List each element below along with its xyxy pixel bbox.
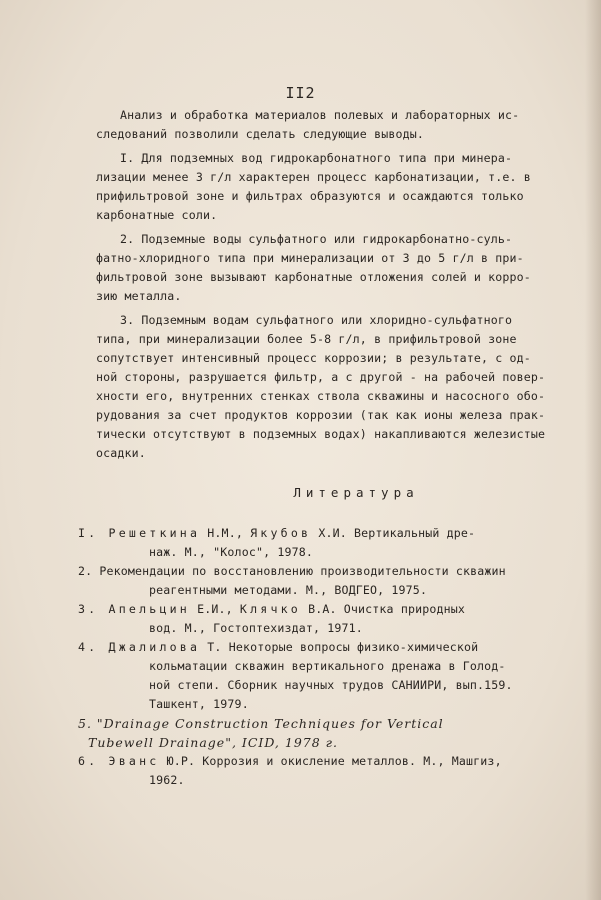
reference-line: Ташкент, 1979. — [149, 697, 249, 711]
text-line: 3. Подземным водам сульфатного или хлоридно-сульфатного — [120, 313, 513, 327]
conclusion-3 — [96, 311, 576, 463]
reference-author: 4. Джалилова — [78, 640, 201, 654]
document-body — [78, 106, 576, 790]
conclusion-2 — [96, 230, 576, 306]
intro-paragraph — [96, 106, 576, 144]
reference-text: Т. Некоторые вопросы физико-химической — [200, 640, 479, 654]
text-line: рудования за счет продуктов коррозии (так как ионы железа прак- — [96, 408, 546, 422]
text-line: хности его, внутренних стенках ствола скважины и насосного обо- — [96, 389, 546, 403]
reference-line: ной степи. Сборник научных трудов САНИИРИ, вып.159. — [149, 678, 513, 692]
text-line: фильтровой зоне вызывают карбонатные отложения солей и корро- — [96, 270, 531, 284]
reference-line: наж. М., "Колос", 1978. — [149, 545, 313, 559]
reference-item — [78, 524, 576, 562]
text-line: сопутствует интенсивный процесс коррозии; в результате, с од- — [96, 351, 531, 365]
reference-line: 1962. — [149, 773, 185, 787]
text-line: прифильтровой зоне и фильтрах образуются и осаждаются только — [96, 189, 524, 203]
reference-author: I. Решеткина — [78, 526, 201, 540]
reference-line: 5. "Drainage Construction Techniques for Vertical — [78, 716, 444, 731]
reference-line: кольматации скважин вертикального дренажа в Голод- — [149, 659, 506, 673]
text-line: I. Для подземных вод гидрокарбонатного типа при минера- — [120, 151, 513, 165]
reference-text: Ю.Р. Коррозия и окисление металлов. М., Машгиз, — [159, 754, 502, 768]
text-line: типа, при минерализации более 5-8 г/л, в прифильтровой зоне — [96, 332, 517, 346]
reference-author: Якубов — [250, 526, 312, 540]
reference-line — [78, 752, 576, 771]
reference-text: Е.И., — [189, 602, 240, 616]
reference-text: Х.И. Вертикальный дре- — [311, 526, 476, 540]
text-line: фатно-хлоридного типа при минерализации от 3 до 5 г/л в при- — [96, 251, 524, 265]
reference-line — [78, 638, 576, 657]
reference-item-handwritten — [78, 714, 576, 752]
reference-item — [78, 600, 576, 638]
reference-line — [78, 524, 576, 543]
text-line: осадки. — [96, 446, 146, 460]
reference-line: 2. Рекомендации по восстановлению производительности скважин — [78, 564, 506, 578]
reference-line: вод. М., Гостоптехиздат, 1971. — [149, 621, 363, 635]
reference-list — [78, 524, 576, 790]
text-line: Анализ и обработка материалов полевых и лабораторных ис- — [120, 108, 520, 122]
reference-item — [78, 638, 576, 714]
text-line: 2. Подземные воды сульфатного или гидрокарбонатно-суль- — [120, 232, 513, 246]
reference-text: Н.М., — [200, 526, 251, 540]
text-line: карбонатные соли. — [96, 208, 218, 222]
page-number: II2 — [285, 84, 316, 102]
reference-author: Клячко — [239, 602, 301, 616]
text-line: следований позволили сделать следующие выводы. — [96, 127, 424, 141]
reference-line: реагентными методами. М., ВОДГЕО, 1975. — [149, 583, 428, 597]
text-line: тически отсутствуют в подземных водах) накапливаются железистые — [96, 427, 546, 441]
text-line: зию металла. — [96, 289, 182, 303]
text-line: лизации менее 3 г/л характерен процесс карбонатизации, т.е. в — [96, 170, 531, 184]
reference-line — [78, 600, 576, 619]
reference-text: В.А. Очистка природных — [301, 602, 465, 616]
reference-author: 3. Апельцин — [78, 602, 190, 616]
reference-item — [78, 752, 576, 790]
text-line: ной стороны, разрушается фильтр, а с другой - на рабочей повер- — [96, 370, 546, 384]
conclusion-1 — [96, 149, 576, 225]
reference-author: 6. Эванс — [78, 754, 160, 768]
reference-item — [78, 562, 576, 600]
reference-line: Tubewell Drainage", ICID, 1978 г. — [88, 735, 338, 750]
literature-heading: Литература — [293, 485, 419, 500]
